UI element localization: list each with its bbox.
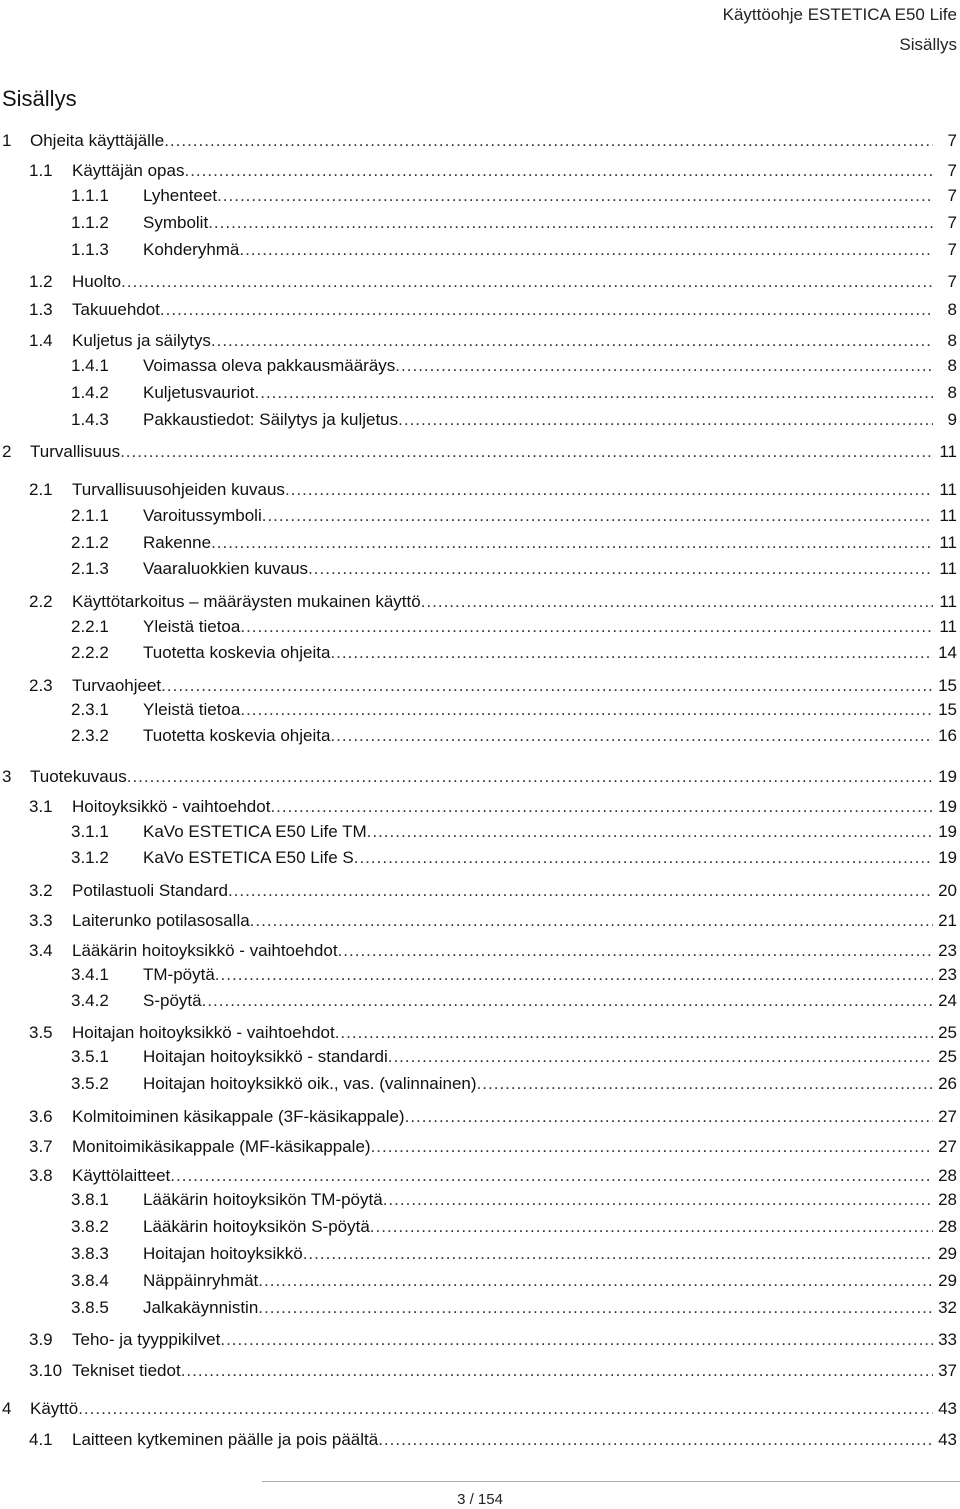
toc-entry-number: 3.4 [29, 941, 53, 960]
dot-leader [308, 558, 933, 580]
toc-entry-page[interactable]: 7 [947, 240, 957, 259]
toc-entry-number: 1.4.2 [71, 383, 109, 402]
toc-entry-number: 3.1.1 [71, 822, 109, 841]
dot-leader [477, 1073, 933, 1095]
dot-leader [421, 591, 933, 613]
toc-entry-page[interactable]: 11 [939, 533, 957, 552]
toc-entry-page[interactable]: 8 [947, 356, 957, 375]
toc-entry-page[interactable]: 15 [938, 676, 957, 695]
toc-entry-number: 2.2.1 [71, 617, 109, 636]
toc-entry-page[interactable]: 24 [938, 991, 957, 1010]
toc-entry-number: 1.1.2 [71, 213, 109, 232]
dot-leader [211, 330, 933, 352]
toc-entry-title[interactable]: Laitteen kytkeminen päälle ja pois päältä [72, 1430, 379, 1449]
toc-entry-page[interactable]: 8 [947, 331, 957, 350]
toc-entry[interactable] [0, 1243, 957, 1265]
dot-leader [220, 1329, 933, 1351]
toc-entry-title[interactable]: Käyttötarkoitus – määräysten mukainen käyttö [72, 592, 421, 611]
toc-entry-title[interactable]: Yleistä tietoa [143, 617, 241, 636]
toc-entry-title[interactable]: Tuotetta koskevia ohjeita [143, 643, 331, 662]
toc-entry-title[interactable]: S-pöytä [143, 991, 202, 1010]
dot-leader [121, 271, 933, 293]
toc-entry-number: 3.1 [29, 797, 53, 816]
toc-entry-page[interactable]: 25 [938, 1023, 957, 1042]
toc-entry-page[interactable]: 33 [938, 1330, 957, 1349]
dot-leader [181, 1360, 933, 1382]
dot-leader [262, 505, 933, 527]
toc-entry[interactable] [0, 616, 957, 638]
dot-leader [215, 964, 933, 986]
toc-entry-page[interactable]: 19 [938, 848, 957, 867]
toc-entry-title[interactable]: KaVo ESTETICA E50 Life TM [143, 822, 367, 841]
toc-entry[interactable] [0, 675, 957, 697]
toc-entry-number: 1.1 [29, 161, 53, 180]
dot-leader [330, 725, 933, 747]
toc-entry[interactable] [0, 1165, 957, 1187]
toc-entry-title[interactable]: Hoitoyksikkö - vaihtoehdot [72, 797, 271, 816]
toc-entry[interactable] [0, 1429, 957, 1451]
toc-entry-title[interactable]: Käyttäjän opas [72, 161, 185, 180]
toc-entry-page[interactable]: 25 [938, 1047, 957, 1066]
toc-entry-number: 1 [2, 131, 12, 150]
toc-entry-title[interactable]: Käyttö [30, 1399, 79, 1418]
toc-entry-number: 4 [2, 1399, 12, 1418]
toc-entry-number: 1.1.1 [71, 186, 109, 205]
toc-entry-number: 3.5.1 [71, 1047, 109, 1066]
toc-entry-page[interactable]: 11 [939, 617, 957, 636]
toc-entry-number: 2.1.2 [71, 533, 109, 552]
dot-leader [170, 1165, 933, 1187]
dot-leader [270, 796, 933, 818]
toc-entry-number: 2.3 [29, 676, 53, 695]
dot-leader [395, 355, 933, 377]
dot-leader [184, 160, 933, 182]
toc-entry-title[interactable]: Ohjeita käyttäjälle [30, 131, 165, 150]
toc-entry-number: 3.8.2 [71, 1217, 109, 1236]
toc-entry[interactable] [0, 880, 957, 902]
dot-leader [160, 299, 933, 321]
toc-entry-page[interactable]: 43 [938, 1430, 957, 1449]
toc-entry-number: 3.8 [29, 1166, 53, 1185]
toc-entry-title[interactable]: KaVo ESTETICA E50 Life S [143, 848, 354, 867]
toc-entry-title[interactable]: Vaaraluokkien kuvaus [143, 559, 309, 578]
toc-entry-title[interactable]: Teho- ja tyyppikilvet [72, 1330, 221, 1349]
dot-leader [258, 1297, 933, 1319]
dot-leader [371, 1136, 933, 1158]
toc-entry[interactable] [0, 1073, 957, 1095]
toc-entry-page[interactable]: 11 [939, 592, 957, 611]
toc-entry-number: 3 [2, 767, 12, 786]
toc-entry[interactable] [0, 299, 957, 321]
toc-entry-title[interactable]: Monitoimikäsikappale (MF-käsikappale) [72, 1137, 371, 1156]
toc-entry-title[interactable]: Käyttölaitteet [72, 1166, 171, 1185]
toc-entry-page[interactable]: 15 [938, 700, 957, 719]
toc-entry-title[interactable]: Jalkakäynnistin [143, 1298, 259, 1317]
dot-leader [388, 1046, 933, 1068]
toc-entry-title[interactable]: Hoitajan hoitoyksikkö [143, 1244, 303, 1263]
toc-entry-page[interactable]: 37 [938, 1361, 957, 1380]
toc-entry[interactable] [0, 1136, 957, 1158]
toc-entry[interactable] [0, 330, 957, 352]
toc-entry[interactable] [0, 1329, 957, 1351]
toc-entry-title[interactable]: Turvaohjeet [72, 676, 162, 695]
toc-entry-title[interactable]: Lääkärin hoitoyksikkö - vaihtoehdot [72, 941, 338, 960]
toc-entry-title[interactable]: Näppäinryhmät [143, 1271, 259, 1290]
toc-entry[interactable] [0, 1360, 957, 1382]
toc-entry-page[interactable]: 7 [947, 131, 957, 150]
section-label: Sisällys [899, 35, 957, 54]
dot-leader [405, 1106, 933, 1128]
toc-entry-page[interactable]: 32 [938, 1298, 957, 1317]
toc-entry-page[interactable]: 7 [947, 272, 957, 291]
toc-entry[interactable] [0, 382, 957, 404]
toc-entry-page[interactable]: 28 [938, 1190, 957, 1209]
dot-leader [398, 409, 933, 431]
toc-entry[interactable] [0, 271, 957, 293]
dot-leader [120, 441, 933, 463]
toc-entry-title[interactable]: Huolto [72, 272, 122, 291]
toc-entry-number: 2.3.1 [71, 700, 109, 719]
dot-leader [285, 479, 933, 501]
toc-entry[interactable] [0, 558, 957, 580]
toc-entry-number: 2.3.2 [71, 726, 109, 745]
toc-entry-page[interactable]: 26 [938, 1074, 957, 1093]
toc-entry-page[interactable]: 23 [938, 965, 957, 984]
toc-entry-page[interactable]: 27 [938, 1107, 957, 1126]
dot-leader [239, 239, 933, 261]
toc-entry-title[interactable]: Hoitajan hoitoyksikkö - vaihtoehdot [72, 1023, 335, 1042]
toc-entry[interactable] [0, 910, 957, 932]
toc-entry-number: 3.8.4 [71, 1271, 109, 1290]
footer-divider [262, 1481, 960, 1482]
toc-entry-title[interactable]: Turvallisuus [30, 442, 121, 461]
toc-entry-title[interactable]: Varoitussymboli [143, 506, 262, 525]
toc-entry-title[interactable]: Tuotekuvaus [30, 767, 127, 786]
toc-entry-page[interactable]: 43 [938, 1399, 957, 1418]
toc-entry-number: 2.1.1 [71, 506, 109, 525]
toc-entry-page[interactable]: 7 [947, 161, 957, 180]
toc-entry-page[interactable]: 28 [938, 1166, 957, 1185]
toc-entry-page[interactable]: 8 [947, 383, 957, 402]
toc-entry-number: 3.9 [29, 1330, 53, 1349]
dot-leader [335, 1022, 933, 1044]
dot-leader [367, 821, 933, 843]
toc-entry-number: 4.1 [29, 1430, 53, 1449]
toc-entry-number: 3.3 [29, 911, 53, 930]
dot-leader [161, 675, 933, 697]
toc-entry-number: 3.8.3 [71, 1244, 109, 1263]
toc-entry-number: 2.2.2 [71, 643, 109, 662]
toc-entry-page[interactable]: 19 [938, 797, 957, 816]
toc-entry-title[interactable]: Potilastuoli Standard [72, 881, 228, 900]
toc-entry[interactable] [0, 1106, 957, 1128]
toc-entry-number: 3.5 [29, 1023, 53, 1042]
toc-entry-page[interactable]: 19 [938, 822, 957, 841]
toc-entry-page[interactable]: 14 [938, 643, 957, 662]
dot-leader [78, 1398, 933, 1420]
toc-entry-page[interactable]: 11 [939, 442, 957, 461]
toc-entry[interactable] [0, 990, 957, 1012]
toc-entry-page[interactable]: 11 [939, 480, 957, 499]
page-number: 3 / 154 [457, 1491, 503, 1508]
toc-entry-page[interactable]: 23 [938, 941, 957, 960]
toc-entry-title[interactable]: Pakkaustiedot: Säilytys ja kuljetus [143, 410, 399, 429]
dot-leader [258, 1270, 933, 1292]
toc-entry[interactable] [0, 591, 957, 613]
toc-entry-title[interactable]: Lääkärin hoitoyksikön S-pöytä [143, 1217, 370, 1236]
dot-leader [378, 1429, 933, 1451]
toc-entry-number: 2.1 [29, 480, 53, 499]
toc-entry-number: 1.4.3 [71, 410, 109, 429]
toc-entry-title[interactable]: Yleistä tietoa [143, 700, 241, 719]
dot-leader [208, 212, 933, 234]
toc-entry-number: 1.2 [29, 272, 53, 291]
toc-entry[interactable] [0, 239, 957, 261]
toc-entry-number: 3.1.2 [71, 848, 109, 867]
toc-entry-number: 1.4.1 [71, 356, 109, 375]
toc-entry-number: 1.3 [29, 300, 53, 319]
toc-entry-page[interactable]: 20 [938, 881, 957, 900]
toc-entry-number: 1.4 [29, 331, 53, 350]
toc-entry-number: 2.2 [29, 592, 53, 611]
dot-leader [255, 382, 933, 404]
toc-entry-page[interactable]: 7 [947, 186, 957, 205]
toc-entry[interactable] [0, 940, 957, 962]
toc-entry-page[interactable]: 19 [938, 767, 957, 786]
dot-leader [354, 847, 933, 869]
toc-entry[interactable] [0, 1398, 957, 1420]
toc-entry[interactable] [0, 532, 957, 554]
dot-leader [127, 766, 933, 788]
dot-leader [383, 1189, 933, 1211]
toc-entry-page[interactable]: 11 [939, 559, 957, 578]
toc-entry-number: 3.7 [29, 1137, 53, 1156]
toc-entry-title[interactable]: Symbolit [143, 213, 209, 232]
dot-leader [370, 1216, 933, 1238]
toc-entry-title[interactable]: Lyhenteet [143, 186, 218, 205]
toc-entry-page[interactable]: 29 [938, 1244, 957, 1263]
page-title: Sisällys [2, 86, 77, 111]
toc-entry-title[interactable]: Hoitajan hoitoyksikkö - standardi [143, 1047, 388, 1066]
toc-entry-number: 3.2 [29, 881, 53, 900]
toc-entry-title[interactable]: Lääkärin hoitoyksikön TM-pöytä [143, 1190, 383, 1209]
toc-entry[interactable] [0, 766, 957, 788]
dot-leader [202, 990, 933, 1012]
toc-entry-page[interactable]: 11 [939, 506, 957, 525]
dot-leader [228, 880, 933, 902]
toc-entry[interactable] [0, 821, 957, 843]
toc-entry-number: 3.5.2 [71, 1074, 109, 1093]
toc-entry-title[interactable]: Kolmitoiminen käsikappale (3F-käsikappale) [72, 1107, 405, 1126]
toc-entry-title[interactable]: Kuljetus ja säilytys [72, 331, 211, 350]
toc-entry[interactable] [0, 964, 957, 986]
toc-entry-title[interactable]: Kohderyhmä [143, 240, 240, 259]
toc-entry-number: 1.1.3 [71, 240, 109, 259]
toc-entry[interactable] [0, 796, 957, 818]
dot-leader [211, 532, 933, 554]
toc-entry-number: 2.1.3 [71, 559, 109, 578]
dot-leader [338, 940, 933, 962]
toc-entry[interactable] [0, 505, 957, 527]
toc-entry[interactable] [0, 1189, 957, 1211]
toc-entry[interactable] [0, 355, 957, 377]
toc-entry[interactable] [0, 441, 957, 463]
toc-entry-title[interactable]: Voimassa oleva pakkausmääräys [143, 356, 396, 375]
toc-entry[interactable] [0, 409, 957, 431]
toc-entry[interactable] [0, 130, 957, 152]
toc-entry[interactable] [0, 642, 957, 664]
dot-leader [330, 642, 933, 664]
toc-entry-number: 3.8.5 [71, 1298, 109, 1317]
toc-entry[interactable] [0, 1216, 957, 1238]
toc-entry-title[interactable]: Turvallisuusohjeiden kuvaus [72, 480, 285, 499]
toc-entry[interactable] [0, 479, 957, 501]
toc-entry[interactable] [0, 212, 957, 234]
toc-entry-title[interactable]: Kuljetusvauriot [143, 383, 255, 402]
toc-entry-title[interactable]: Rakenne [143, 533, 212, 552]
toc-entry-page[interactable]: 29 [938, 1271, 957, 1290]
toc-entry-title[interactable]: Tekniset tiedot [72, 1361, 181, 1380]
toc-entry[interactable] [0, 725, 957, 747]
toc-entry-number: 3.6 [29, 1107, 53, 1126]
toc-entry-page[interactable]: 8 [947, 300, 957, 319]
toc-entry[interactable] [0, 1297, 957, 1319]
toc-entry[interactable] [0, 185, 957, 207]
toc-entry-page[interactable]: 28 [938, 1217, 957, 1236]
toc-entry-number: 3.8.1 [71, 1190, 109, 1209]
toc-entry-number: 3.4.2 [71, 991, 109, 1010]
dot-leader [164, 130, 933, 152]
toc-entry-number: 3.4.1 [71, 965, 109, 984]
toc-entry-page[interactable]: 16 [938, 726, 957, 745]
toc-entry[interactable] [0, 1046, 957, 1068]
toc-entry-number: 3.10 [29, 1361, 63, 1380]
toc-entry-title[interactable]: Laiterunko potilasosalla [72, 911, 250, 930]
toc-entry-page[interactable]: 9 [947, 410, 957, 429]
dot-leader [217, 185, 933, 207]
toc-entry[interactable] [0, 699, 957, 721]
dot-leader [240, 616, 933, 638]
toc-entry[interactable] [0, 1022, 957, 1044]
toc-entry-title[interactable]: Takuuehdot [72, 300, 160, 319]
toc-entry-page[interactable]: 21 [938, 911, 957, 930]
toc-entry-page[interactable]: 27 [938, 1137, 957, 1156]
toc-entry[interactable] [0, 1270, 957, 1292]
toc-entry-page[interactable]: 7 [947, 213, 957, 232]
document-title: Käyttöohje ESTETICA E50 Life [722, 5, 957, 24]
toc-entry-title[interactable]: Hoitajan hoitoyksikkö oik., vas. (valinnainen) [143, 1074, 477, 1093]
dot-leader [250, 910, 933, 932]
toc-entry[interactable] [0, 847, 957, 869]
dot-leader [303, 1243, 933, 1265]
toc-entry-title[interactable]: TM-pöytä [143, 965, 215, 984]
toc-entry-number: 2 [2, 442, 12, 461]
toc-entry-title[interactable]: Tuotetta koskevia ohjeita [143, 726, 331, 745]
dot-leader [240, 699, 933, 721]
toc-entry[interactable] [0, 160, 957, 182]
